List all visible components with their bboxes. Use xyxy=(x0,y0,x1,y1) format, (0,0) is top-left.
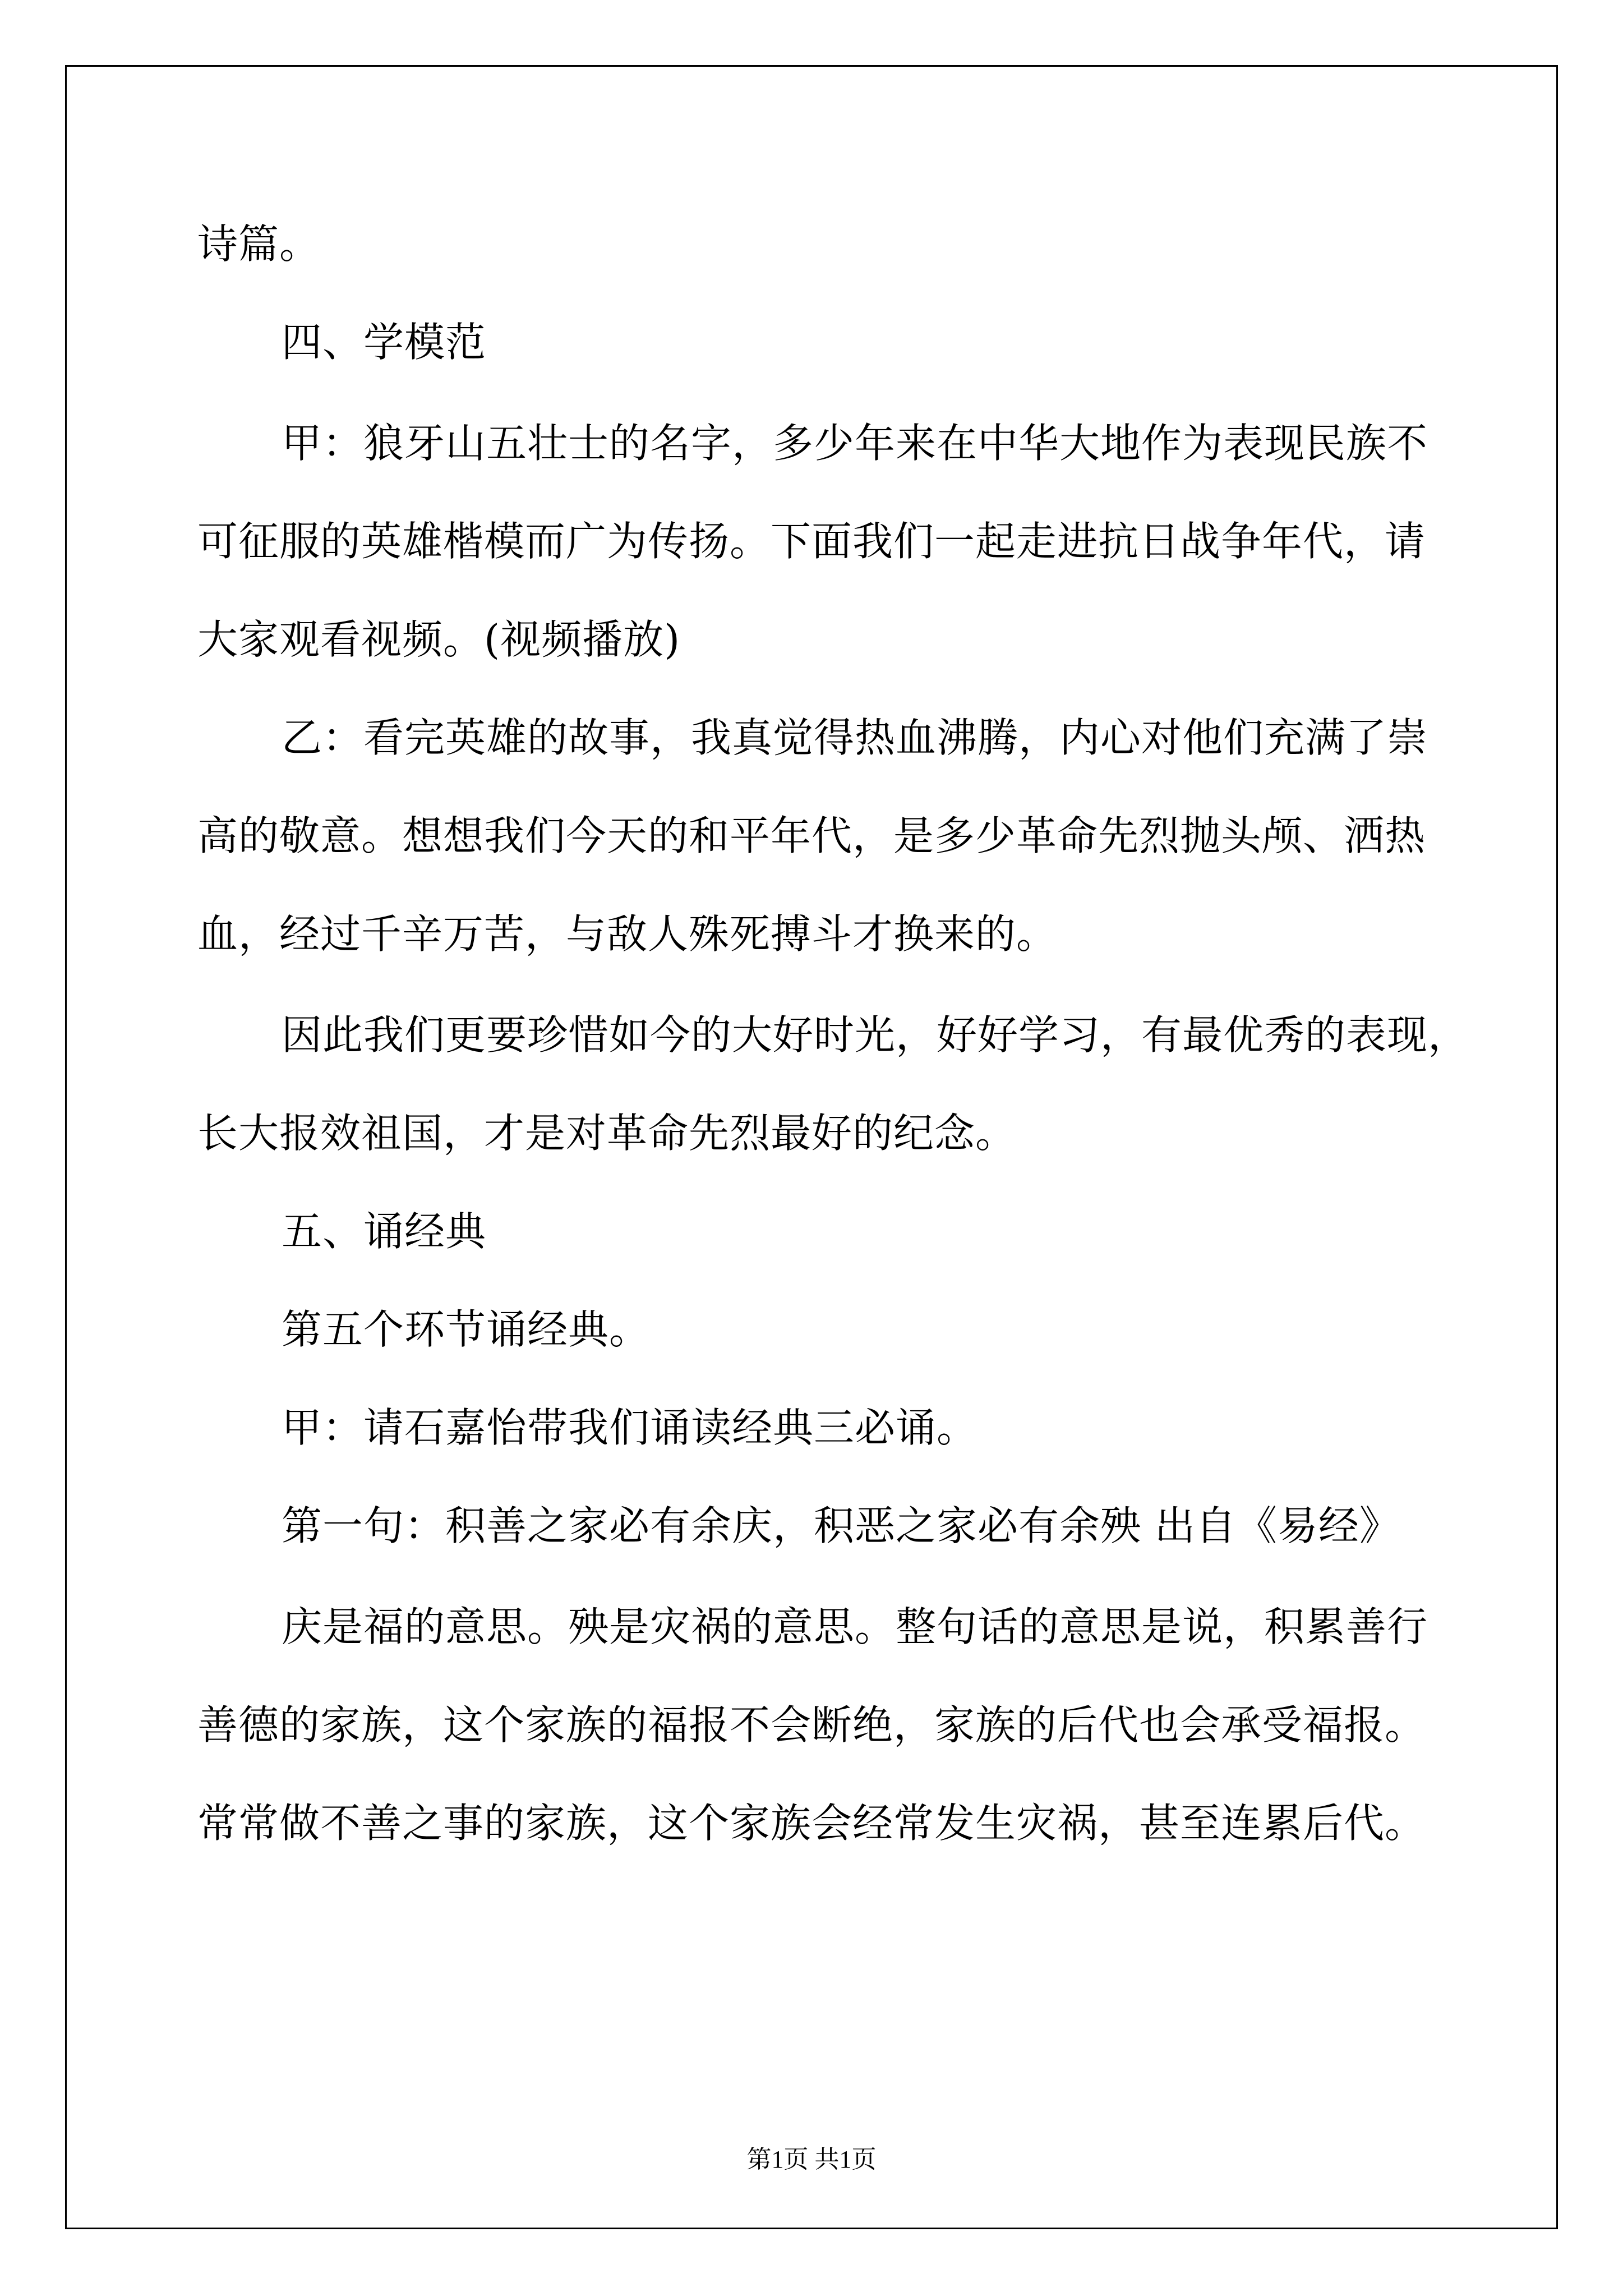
text-line: 乙：看完英雄的故事，我真觉得热血沸腾，内心对他们充满了崇 xyxy=(282,714,1428,761)
text-line: 大家观看视频。(视频播放) xyxy=(197,616,681,663)
text-line: 甲：狼牙山五壮士的名字，多少年来在中华大地作为表现民族不 xyxy=(282,420,1428,467)
text-line: 高的敬意。想想我们今天的和平年代，是多少革命先烈抛头颅、洒热 xyxy=(197,812,1426,859)
section-heading: 四、学模范 xyxy=(282,319,487,366)
text-line: 长大报效祖国，才是对革命先烈最好的纪念。 xyxy=(197,1110,1017,1157)
text-line: 可征服的英雄楷模而广为传扬。下面我们一起走进抗日战争年代，请 xyxy=(197,518,1426,565)
text-line: 诗篇。 xyxy=(197,220,321,268)
text-line: 因此我们更要珍惜如今的大好时光，好好学习，有最优秀的表现， xyxy=(282,1011,1469,1059)
text-line: 第一句：积善之家必有余庆，积恶之家必有余殃 出自《易经》 xyxy=(282,1502,1400,1549)
section-heading: 五、诵经典 xyxy=(282,1208,487,1255)
page-number-footer: 第1页 共1页 xyxy=(746,2146,877,2173)
text-line: 第五个环节诵经典。 xyxy=(282,1306,651,1353)
text-line: 血，经过千辛万苦，与敌人殊死搏斗才换来的。 xyxy=(197,910,1058,958)
text-line: 常常做不善之事的家族，这个家族会经常发生灾祸，甚至连累后代。 xyxy=(197,1800,1426,1847)
text-line: 甲：请石嘉怡带我们诵读经典三必诵。 xyxy=(282,1404,978,1451)
text-line: 庆是福的意思。殃是灾祸的意思。整句话的意思是说，积累善行 xyxy=(282,1603,1428,1650)
text-line: 善德的家族，这个家族的福报不会断绝，家族的后代也会承受福报。 xyxy=(197,1701,1426,1749)
